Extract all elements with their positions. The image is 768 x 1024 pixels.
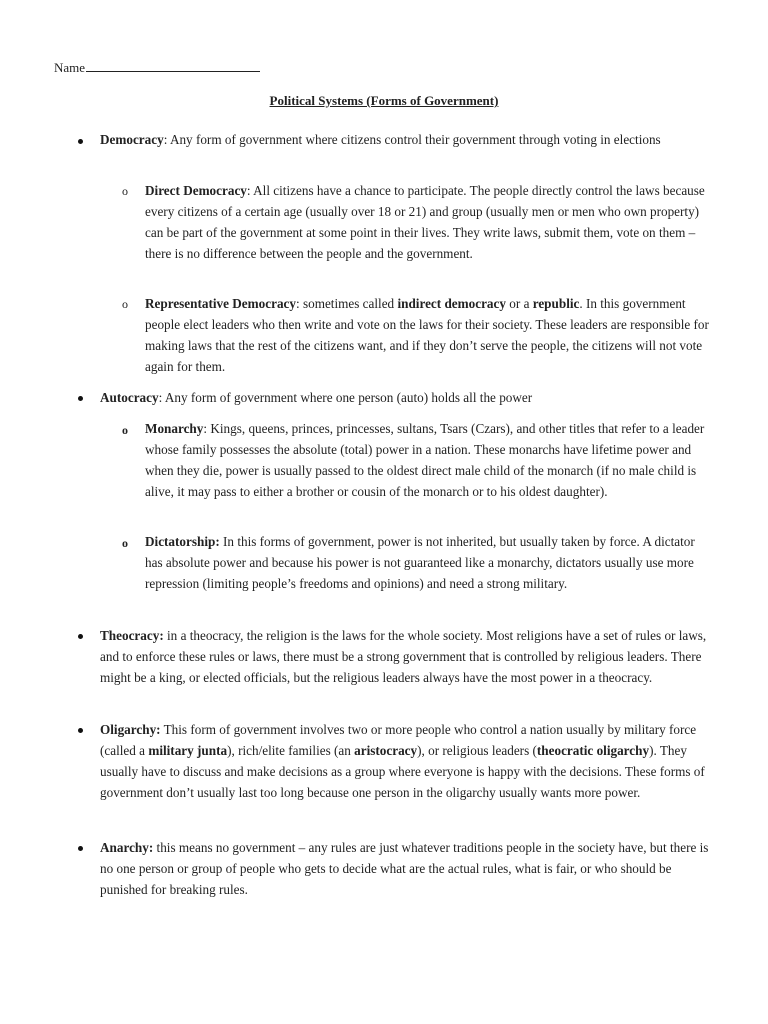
term-representative-democracy: Representative Democracy: [145, 296, 296, 311]
sub-bullet-icon: o: [122, 536, 128, 550]
list-item-democracy: Democracy: Any form of government where citizens control their government through voting in elections: [100, 132, 661, 147]
page-title: Political Systems (Forms of Government): [269, 93, 499, 108]
list-item-direct-democracy: Direct Democracy: All citizens have a chance to participate. The people directly control the laws because every citizens of a certain age (usually over 18 or 21) and group (usually men or men who own property) can be part of the government at some point in their lives. They write laws, submit them, vote on them – there is no difference between the people and the government.: [145, 183, 705, 261]
list-item-dictatorship: Dictatorship: In this forms of government, power is not inherited, but usually taken by force. A dictator has absolute power and because his power is not guaranteed like a monarchy, dictators usually use more repression (limiting people’s freedoms and opinions) and need a strong military.: [145, 534, 695, 591]
term-direct-democracy: Direct Democracy: [145, 183, 247, 198]
list-item-theocracy: Theocracy: in a theocracy, the religion is the laws for the whole society. Most religions have a set of rules or laws, and to enforce these rules or laws, there must be a strong government that is controlled by religious leaders. There might be a king, or elected officials, but the religious leaders always have the most power in a theocracy.: [100, 628, 707, 685]
name-field: [54, 58, 260, 76]
term-anarchy: Anarchy:: [100, 840, 154, 855]
sub-bullet-icon: o: [122, 297, 128, 311]
bullet-icon: [78, 728, 83, 733]
bullet-icon: [78, 139, 83, 144]
sub-bullet-icon: o: [122, 423, 128, 437]
bullet-icon: [78, 396, 83, 401]
list-item-oligarchy: Oligarchy: This form of government involves two or more people who control a nation usually by military force (called a military junta), rich/elite families (an aristocracy), or religious leaders (theocratic oligarchy). They usually have to discuss and make decisions as a group where everyone is happy with the decisions. These forms of government don’t usually last too long because one person in the oligarchy usually wants more power.: [100, 722, 705, 800]
list-item-representative-democracy: Representative Democracy: sometimes called indirect democracy or a republic. In this government people elect leaders who then write and vote on the laws for their society. These leaders are responsible for making laws that the rest of the citizens want, and if they don’t serve the people, the citizens will not vote again for them.: [145, 296, 709, 374]
list-item-monarchy: Monarchy: Kings, queens, princes, princesses, sultans, Tsars (Czars), and other titles that refer to a leader whose family possesses the absolute (total) power in a nation. These monarchs have lifetime power and when they die, power is usually passed to the oldest direct male child of the monarch (if no male child is alive, it may pass to either a brother or cousin of the monarch or to his oldest daughter).: [145, 421, 705, 499]
term-monarchy: Monarchy: [145, 421, 204, 436]
list-item-anarchy: Anarchy: this means no government – any rules are just whatever traditions people in the society have, but there is no one person or group of people who gets to decide what are the actual rules, what is fair, or who should be punished for breaking rules.: [100, 840, 709, 897]
term-dictatorship: Dictatorship:: [145, 534, 220, 549]
name-label: Name: [54, 60, 86, 75]
list-item-autocracy: Autocracy: Any form of government where one person (auto) holds all the power: [100, 390, 533, 405]
term-theocracy: Theocracy:: [100, 628, 164, 643]
term-oligarchy: Oligarchy:: [100, 722, 161, 737]
name-blank-line: [86, 58, 260, 72]
bullet-icon: [78, 846, 83, 851]
sub-bullet-icon: o: [122, 184, 128, 198]
bullet-icon: [78, 634, 83, 639]
term-democracy: Democracy: [100, 132, 164, 147]
term-autocracy: Autocracy: [100, 390, 159, 405]
